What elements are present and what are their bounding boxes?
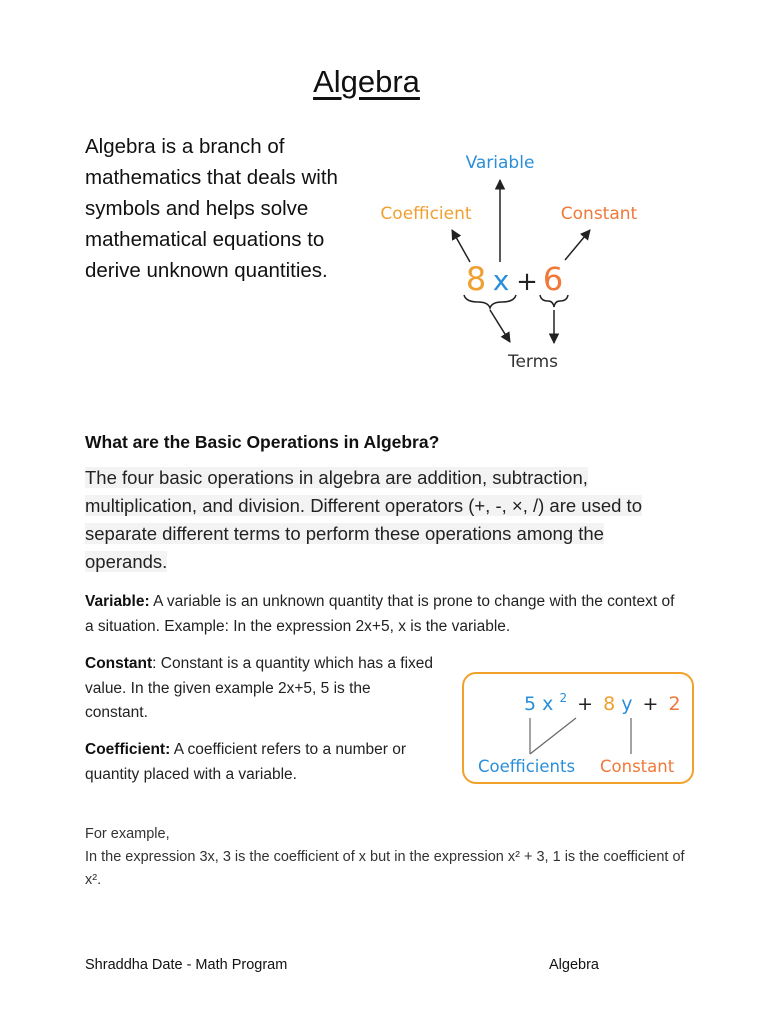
card-diagram-svg <box>464 674 696 786</box>
arrow-to-constant <box>565 230 590 260</box>
card-term1-var: x <box>542 693 554 715</box>
card-op1: + <box>577 693 594 715</box>
variable-definition <box>85 590 685 639</box>
constant-term: Constant <box>85 655 153 672</box>
footer-title: Algebra <box>549 957 599 973</box>
variable-label: Variable <box>465 153 535 173</box>
card-term1-coef: 5 <box>524 693 537 715</box>
card-term3-const: 2 <box>668 693 681 715</box>
card-term1-exp: 2 <box>559 691 568 705</box>
coefficients-label: Coefficients <box>478 757 576 776</box>
arrow-to-coefficient <box>452 230 470 262</box>
algebra-expression-diagram <box>360 140 660 380</box>
intro-paragraph: Algebra is a branch of mathematics that deals with symbols and helps solve mathematical equations to derive unknown quantities. <box>85 135 338 282</box>
operations-paragraph-text: The four basic operations in algebra are addition, subtraction, multiplication, and division. Different operators (+, -, ×, /) are used to separate different terms to perform these operations among the operands. <box>85 467 642 572</box>
variable-term: Variable: <box>85 593 150 610</box>
card-op2: + <box>642 693 659 715</box>
expression-coefficient: 8 <box>465 260 487 298</box>
example-block <box>85 823 685 892</box>
operations-paragraph <box>85 464 685 576</box>
example-intro: For example, <box>85 826 170 842</box>
expression-diagram-svg <box>360 140 660 380</box>
card-constant-label: Constant <box>600 757 675 776</box>
footer-author: Shraddha Date - Math Program <box>85 957 288 973</box>
card-term2-coef: 8 <box>603 693 616 715</box>
card-term2-var: y <box>621 693 633 715</box>
constant-label: Constant <box>560 204 638 224</box>
constant-text: : Constant is a quantity which has a fixed value. In the given example 2x+5, 5 is the constant. <box>85 655 434 721</box>
expression-constant: 6 <box>542 260 564 298</box>
coefficient-label: Coefficient <box>380 204 472 224</box>
coefficients-constant-card <box>462 672 694 784</box>
terms-label: Terms <box>507 352 559 372</box>
card-expression <box>524 685 681 715</box>
expression-variable: x <box>492 264 510 297</box>
example-text: In the expression 3x, 3 is the coefficient of x but in the expression x² + 3, 1 is the coefficient of x². <box>85 849 685 888</box>
page-title: Algebra <box>313 64 420 99</box>
coefficient-text: A coefficient refers to a number or quantity placed with a variable. <box>85 741 407 783</box>
arrow-left-term <box>490 310 510 342</box>
coefficient-definition <box>85 738 435 787</box>
coefficient-term: Coefficient: <box>85 741 171 758</box>
constant-definition <box>85 652 435 726</box>
variable-text: A variable is an unknown quantity that is prone to change with the context of a situation. Example: In the expression 2x+5, x is the variable. <box>85 593 675 635</box>
expression-operator: + <box>516 267 538 297</box>
connector-coef2 <box>530 718 576 754</box>
operations-heading: What are the Basic Operations in Algebra? <box>85 432 440 452</box>
